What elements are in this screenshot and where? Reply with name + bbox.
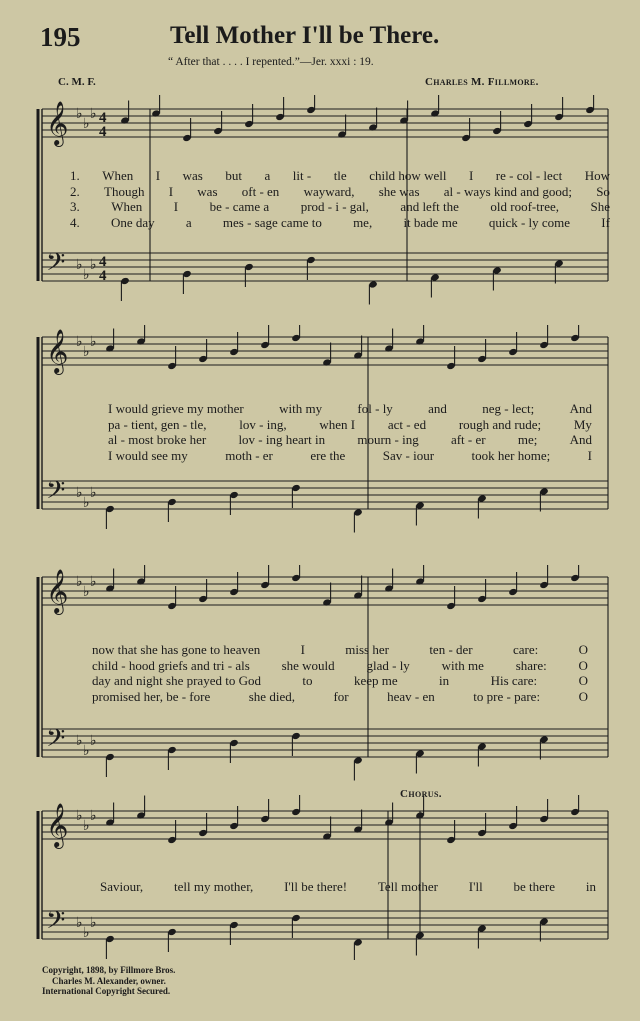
verse-line	[92, 673, 588, 689]
lyric-syllable: care:	[512, 642, 539, 657]
treble-clef: 𝄞	[46, 329, 69, 373]
flat-sign: ♭	[90, 915, 97, 931]
lyric-syllable: keep me	[353, 673, 398, 688]
lyric-syllable: she was	[378, 183, 420, 199]
lyric-syllable: share:	[515, 657, 547, 673]
flat-sign: ♭	[83, 584, 90, 600]
lyric-syllable: day and night she prayed to God	[92, 673, 261, 688]
verse-line	[108, 417, 592, 433]
lyric-syllable: And	[569, 432, 592, 447]
lyric-syllable: heav - en	[387, 688, 435, 704]
verse-line	[70, 168, 610, 184]
lyrics-system-3	[92, 642, 588, 704]
lyric-syllable: mes - sage came to	[222, 214, 322, 230]
lyric-syllable: fol - ly	[357, 401, 393, 416]
lyric-syllable: I	[173, 199, 179, 214]
time-signature: 4	[99, 254, 107, 270]
lyric-syllable: in	[439, 673, 450, 688]
copyright-line: Copyright, 1898, by Fillmore Bros.	[42, 965, 176, 975]
lyric-syllable: I	[155, 168, 161, 183]
flat-sign: ♭	[83, 818, 90, 834]
bass-clef: 𝄢	[46, 248, 66, 283]
lyric-syllable: she died,	[248, 688, 295, 704]
lyric-syllable: How	[584, 168, 610, 183]
lyric-syllable: His care:	[490, 673, 538, 688]
lyric-syllable: be there	[513, 879, 556, 894]
flat-sign: ♭	[90, 733, 97, 749]
flat-sign: ♭	[83, 267, 90, 283]
flat-sign: ♭	[90, 334, 97, 350]
lyric-syllable: glad - ly	[366, 657, 410, 673]
flat-sign: ♭	[90, 257, 97, 273]
lyric-syllable: Saviour,	[100, 879, 144, 894]
scripture-epigraph: “ After that . . . . I repented.”—Jer. xxxi : 19.	[168, 56, 374, 68]
lyric-syllable: I	[168, 183, 174, 199]
lyric-syllable: now that she has gone to heaven	[92, 642, 261, 657]
flat-sign: ♭	[90, 106, 97, 122]
hymn-title: Tell Mother I'll be There.	[170, 22, 440, 49]
meter-label: C. M. F.	[58, 76, 96, 88]
lyric-syllable: miss her	[345, 642, 389, 657]
time-signature: 4	[99, 124, 107, 140]
lyric-syllable: act - ed	[387, 416, 427, 432]
lyric-syllable: re - col - lect	[495, 168, 563, 183]
lyric-syllable: me,	[353, 214, 373, 230]
lyric-syllable: oft - en	[241, 183, 280, 199]
chorus-line	[100, 879, 596, 895]
flat-sign: ♭	[83, 925, 90, 941]
lyric-syllable: When	[102, 168, 134, 183]
verse-line	[70, 199, 610, 215]
flat-sign: ♭	[76, 334, 83, 350]
lyric-syllable: quick - ly come	[488, 214, 571, 230]
flat-sign: ♭	[76, 257, 83, 273]
verse-line	[70, 215, 610, 231]
verse-line	[108, 432, 592, 448]
flat-sign: ♭	[76, 106, 83, 122]
lyrics-system-2	[108, 401, 592, 463]
lyric-syllable: 1.	[70, 168, 80, 183]
flat-sign: ♭	[76, 574, 83, 590]
lyric-syllable: when I	[319, 416, 356, 432]
lyric-syllable: tell my mother,	[173, 879, 254, 894]
composer-credit: Charles M. Fillmore.	[425, 76, 539, 88]
lyric-syllable: tle	[333, 168, 347, 183]
treble-clef: 𝄞	[46, 569, 69, 613]
verse-line	[92, 658, 588, 674]
lyric-syllable: mourn - ing	[357, 432, 419, 447]
lyric-syllable: me;	[517, 432, 538, 447]
flat-sign: ♭	[76, 808, 83, 824]
lyric-syllable: in	[585, 879, 596, 894]
lyric-syllable: a	[185, 214, 192, 230]
flat-sign: ♭	[90, 485, 97, 501]
lyric-syllable: was	[182, 168, 203, 183]
lyric-syllable: to	[302, 673, 313, 688]
verse-line	[70, 184, 610, 200]
lyric-syllable: she would	[281, 657, 335, 673]
lyric-syllable: al - most broke her	[108, 432, 207, 447]
lyric-syllable: And	[569, 401, 592, 416]
lyric-syllable: pa - tient, gen - tle,	[108, 416, 207, 432]
lyric-syllable: for	[333, 688, 349, 704]
flat-sign: ♭	[83, 495, 90, 511]
flat-sign: ♭	[90, 808, 97, 824]
hymn-number: 195	[40, 22, 81, 52]
lyric-syllable: So	[596, 183, 610, 199]
lyric-syllable: old roof-tree,	[490, 199, 559, 214]
lyric-syllable: aft - er	[450, 432, 486, 447]
lyric-syllable: I would see my	[108, 447, 188, 463]
chorus-label: Chorus.	[400, 788, 442, 800]
lyric-syllable: was	[197, 183, 218, 199]
lyric-syllable: I would grieve my mother	[108, 401, 244, 416]
lyric-syllable: prod - i - gal,	[300, 199, 369, 214]
lyric-syllable: it bade me	[403, 214, 458, 230]
lyric-syllable: lov - ing heart in	[238, 432, 326, 447]
lyric-syllable: Though	[104, 183, 145, 199]
flat-sign: ♭	[83, 743, 90, 759]
verse-line	[108, 448, 592, 464]
time-signature: 4	[99, 110, 107, 126]
flat-sign: ♭	[90, 574, 97, 590]
copyright-line: International Copyright Secured.	[42, 986, 171, 996]
time-signature: 4	[99, 268, 107, 284]
lyrics-system-4	[100, 879, 596, 895]
lyric-syllable: My	[573, 416, 592, 432]
treble-clef: 𝄞	[46, 803, 69, 847]
copyright-notice	[42, 965, 175, 997]
lyric-syllable: with my	[279, 401, 323, 416]
lyric-syllable: child how well	[369, 168, 447, 183]
bass-clef: 𝄢	[46, 906, 66, 941]
copyright-line: Charles M. Alexander, owner.	[52, 975, 166, 986]
lyric-syllable: and left the	[400, 199, 459, 214]
lyric-syllable: She	[590, 199, 610, 214]
lyric-syllable: 4.	[70, 214, 80, 230]
bass-clef: 𝄢	[46, 476, 66, 511]
lyric-syllable: ten - der	[429, 642, 473, 657]
lyric-syllable: O	[578, 657, 588, 673]
treble-clef: 𝄞	[46, 101, 69, 145]
lyric-syllable: 2.	[70, 183, 80, 199]
lyric-syllable: lov - ing,	[239, 416, 287, 432]
lyric-syllable: to pre - pare:	[473, 688, 541, 704]
lyric-syllable: child - hood griefs and tri - als	[92, 657, 250, 673]
lyric-syllable: I'll	[468, 879, 483, 894]
lyric-syllable: I	[587, 447, 592, 463]
lyric-syllable: promised her, be - fore	[92, 688, 211, 704]
lyric-syllable: rough and rude;	[458, 416, 542, 432]
music-system-4	[0, 795, 640, 960]
lyric-syllable: O	[578, 642, 588, 657]
lyric-syllable: One day	[110, 214, 155, 230]
bass-clef: 𝄢	[46, 724, 66, 759]
lyric-syllable: a	[264, 168, 271, 183]
flat-sign: ♭	[83, 344, 90, 360]
flat-sign: ♭	[76, 485, 83, 501]
flat-sign: ♭	[76, 915, 83, 931]
lyric-syllable: I'll be there!	[284, 879, 348, 894]
lyric-syllable: O	[578, 688, 588, 704]
lyric-syllable: neg - lect;	[482, 401, 535, 416]
lyrics-system-1	[70, 168, 610, 230]
verse-line	[92, 642, 588, 658]
verse-line	[92, 689, 588, 705]
flat-sign: ♭	[76, 733, 83, 749]
lyric-syllable: moth - er	[225, 447, 273, 463]
lyric-syllable: al - ways kind and good;	[443, 183, 572, 199]
lyric-syllable: If	[601, 214, 610, 230]
lyric-syllable: lit -	[292, 168, 312, 183]
lyric-syllable: I	[300, 642, 305, 657]
lyric-syllable: 3.	[70, 199, 80, 214]
lyric-syllable: Tell mother	[377, 879, 438, 894]
lyric-syllable: with me	[441, 657, 484, 673]
lyric-syllable: I	[468, 168, 474, 183]
lyric-syllable: ere the	[310, 447, 346, 463]
lyric-syllable: but	[225, 168, 242, 183]
flat-sign: ♭	[83, 116, 90, 132]
lyric-syllable: wayward,	[303, 183, 355, 199]
verse-line	[108, 401, 592, 417]
lyric-syllable: Sav - iour	[382, 447, 435, 463]
lyric-syllable: took her home;	[471, 447, 551, 463]
lyric-syllable: When	[111, 199, 143, 214]
lyric-syllable: be - came a	[209, 199, 270, 214]
lyric-syllable: O	[578, 673, 588, 688]
lyric-syllable: and	[428, 401, 447, 416]
